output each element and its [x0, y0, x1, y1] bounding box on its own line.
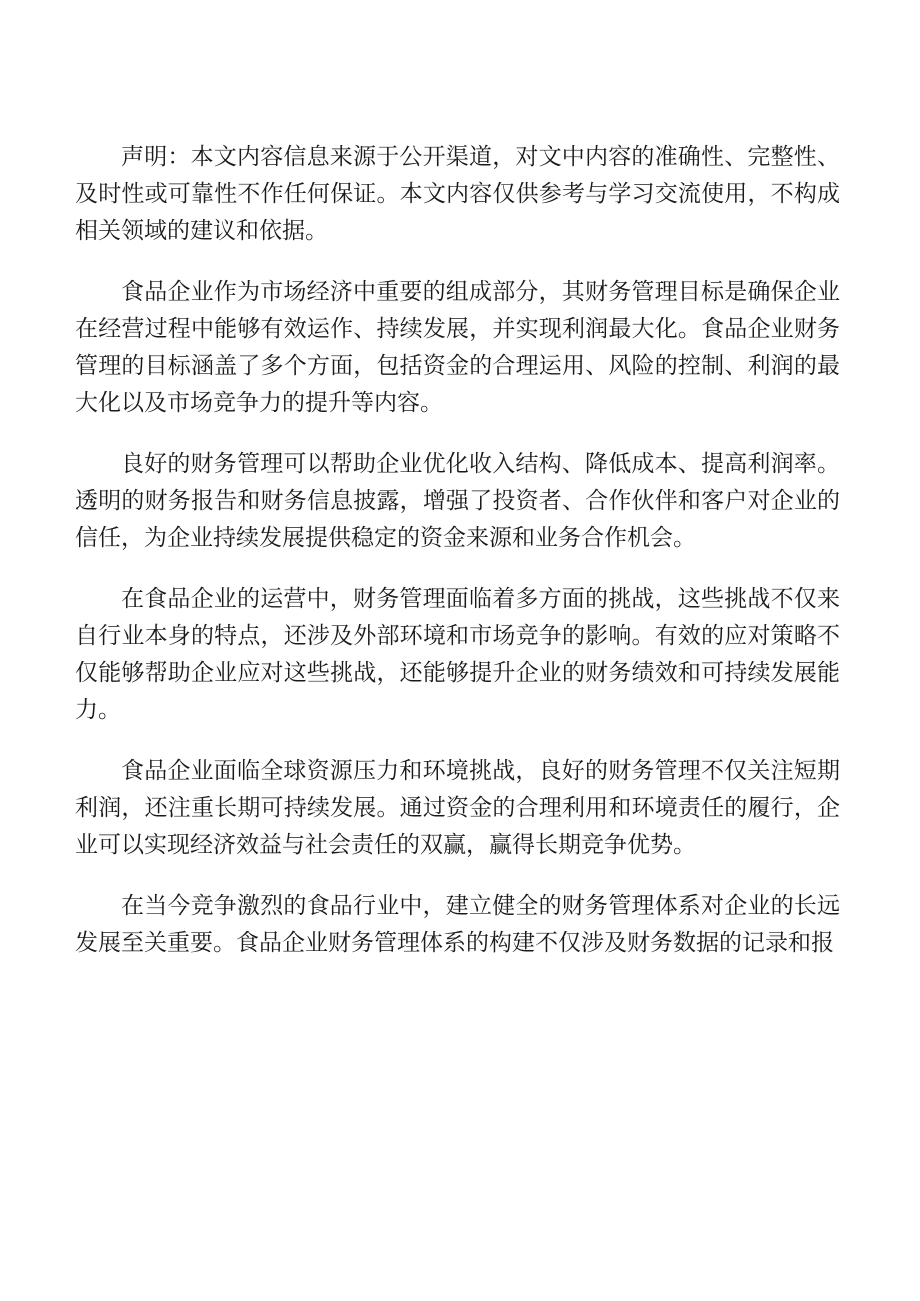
body-paragraph: 食品企业作为市场经济中重要的组成部分，其财务管理目标是确保企业在经营过程中能够有效运作、持续发展，并实现利润最大化。食品企业财务管理的目标涵盖了多个方面，包括资金的合理运用、风险的控制、利润的最大化以及市场竞争力的提升等内容。	[75, 279, 840, 416]
body-paragraph: 在食品企业的运营中，财务管理面临着多方面的挑战，这些挑战不仅来自行业本身的特点，还涉及外部环境和市场竞争的影响。有效的应对策略不仅能够帮助企业应对这些挑战，还能够提升企业的财务绩效和可持续发展能力。	[75, 586, 840, 723]
body-paragraph: 食品企业面临全球资源压力和环境挑战，良好的财务管理不仅关注短期利润，还注重长期可持续发展。通过资金的合理利用和环境责任的履行，企业可以实现经济效益与社会责任的双赢，赢得长期竞争优势。	[75, 758, 840, 858]
document-body	[75, 139, 840, 986]
disclaimer-paragraph: 声明：本文内容信息来源于公开渠道，对文中内容的准确性、完整性、及时性或可靠性不作任何保证。本文内容仅供参考与学习交流使用，不构成相关领域的建议和依据。	[75, 144, 840, 244]
body-paragraph: 良好的财务管理可以帮助企业优化收入结构、降低成本、提高利润率。透明的财务报告和财务信息披露，增强了投资者、合作伙伴和客户对企业的信任，为企业持续发展提供稳定的资金来源和业务合作机会。	[75, 451, 840, 551]
body-paragraph: 在当今竞争激烈的食品行业中，建立健全的财务管理体系对企业的长远发展至关重要。食品企业财务管理体系的构建不仅涉及财务数据的记录和报	[75, 893, 840, 956]
